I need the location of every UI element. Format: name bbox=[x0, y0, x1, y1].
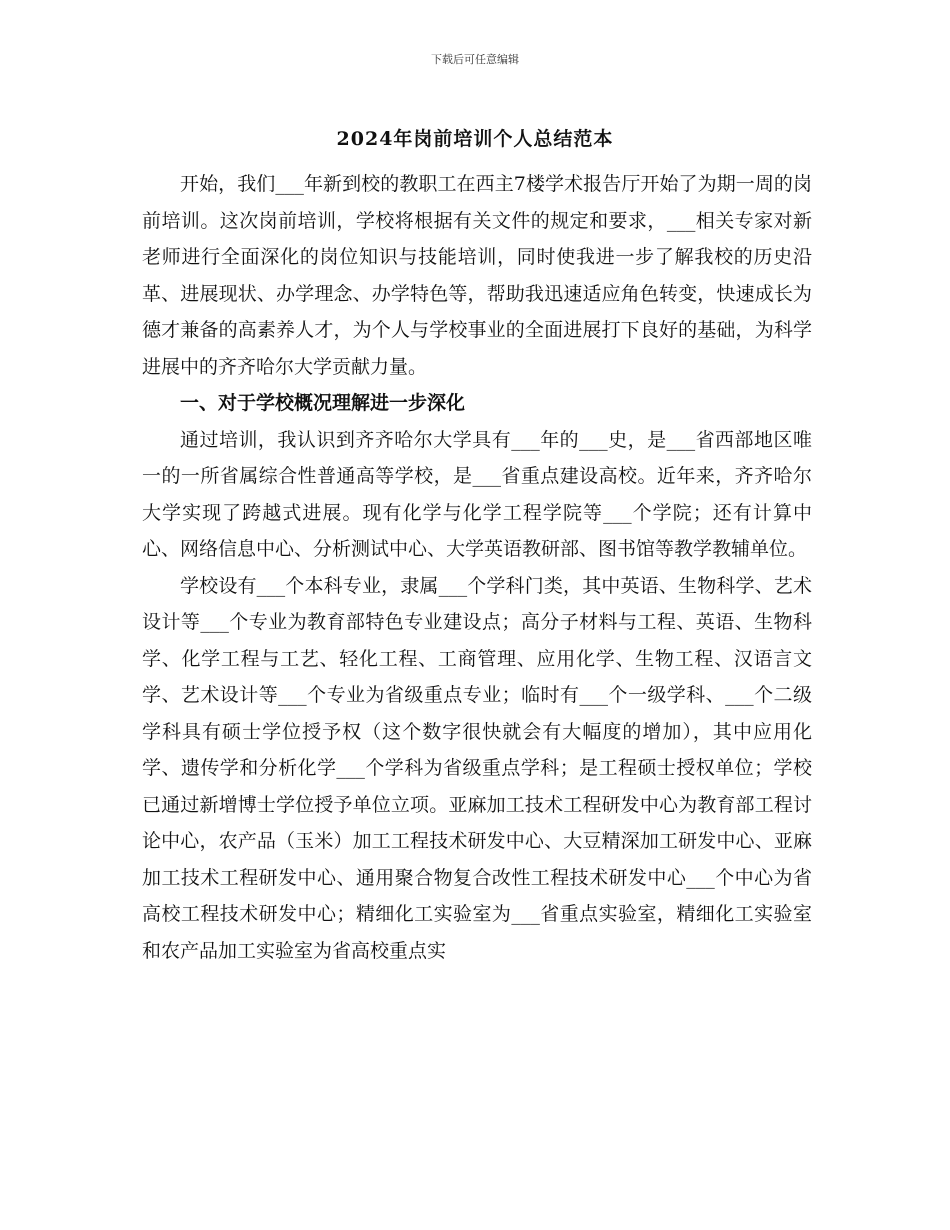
section-1-paragraph-2: 学校设有___个本科专业，隶属___个学科门类，其中英语、生物科学、艺术设计等___个专业为教育部特色专业建设点；高分子材料与工程、英语、生物科学、化学工程与工艺、轻化工程、工商管理、应用化学、生物工程、汉语言文学、艺术设计等___个专业为省级重点专业；临时有___个一级学科、___个二级学科具有硕士学位授予权（这个数字很快就会有大幅度的增加），其中应用化学、遗传学和分析化学___个学科为省级重点学科；是工程硕士授权单位；学校已通过新增博士学位授予单位立项。亚麻加工技术工程研发中心为教育部工程讨论中心，农产品（玉米）加工工程技术研发中心、大豆精深加工研发中心、亚麻加工技术工程研发中心、通用聚合物复合改性工程技术研发中心___个中心为省高校工程技术研发中心；精细化工实验室为___省重点实验室，精细化工实验室和农产品加工实验室为省高校重点实 bbox=[142, 574, 812, 962]
document-body bbox=[142, 166, 812, 969]
intro-paragraph: 开始，我们___年新到校的教职工在西主7楼学术报告厅开始了为期一周的岗前培训。这次岗前培训，学校将根据有关文件的规定和要求，___相关专家对新老师进行全面深化的岗位知识与技能培训，同时使我进一步了解我校的历史沿革、进展现状、办学理念、办学特色等，帮助我迅速适应角色转变，快速成长为德才兼备的高素养人才，为个人与学校事业的全面进展打下良好的基础，为科学进展中的齐齐哈尔大学贡献力量。 bbox=[142, 173, 812, 378]
page-header-note: 下载后可任意编辑 bbox=[431, 53, 519, 66]
section-heading-1: 一、对于学校概况理解进一步深化 bbox=[180, 392, 466, 414]
document-title: 2024年岗前培训个人总结范本 bbox=[336, 128, 614, 150]
section-1-paragraph-1: 通过培训，我认识到齐齐哈尔大学具有___年的___史，是___省西部地区唯一的一所省属综合性普通高等学校，是___省重点建设高校。近年来，齐齐哈尔大学实现了跨越式进展。现有化学与化学工程学院等___个学院；还有计算中心、网络信息中心、分析测试中心、大学英语教研部、图书馆等教学教辅单位。 bbox=[142, 428, 812, 560]
